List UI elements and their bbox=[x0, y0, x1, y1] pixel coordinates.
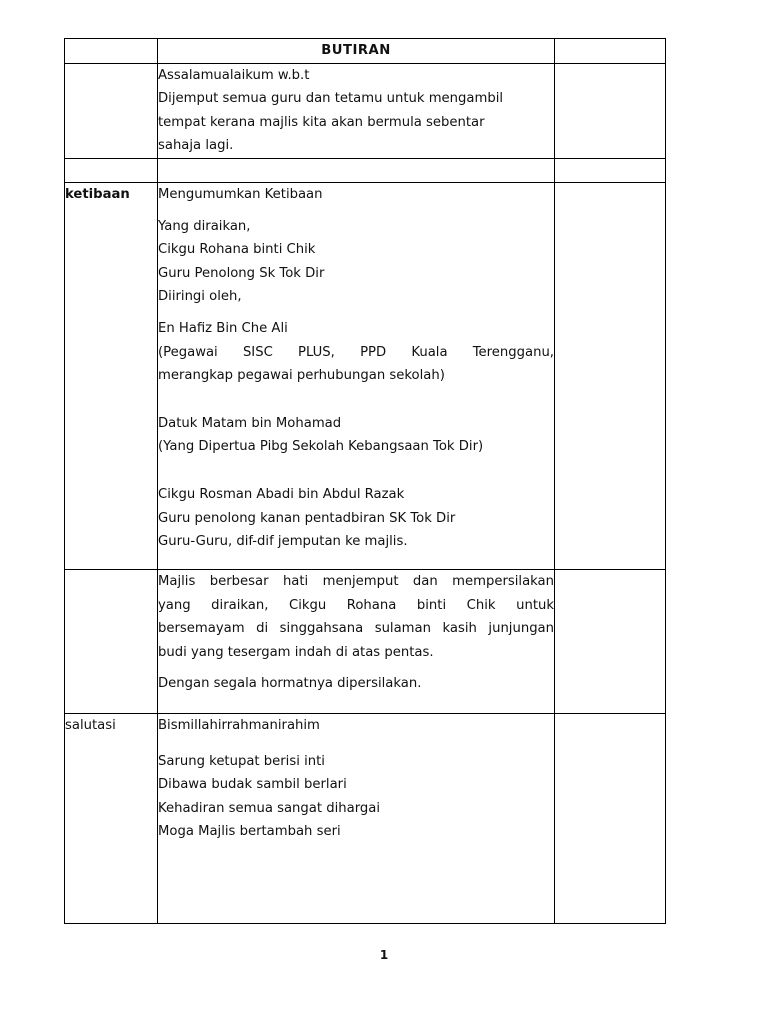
row-notes-empty bbox=[555, 63, 666, 158]
text-line: (Pegawai SISC PLUS, PPD Kuala Terengganu, bbox=[158, 344, 554, 360]
text-line: Dijemput semua guru dan tetamu untuk mengambil bbox=[158, 91, 504, 107]
row-details bbox=[158, 182, 555, 569]
spacer-cell bbox=[158, 158, 555, 182]
row-label-empty bbox=[65, 63, 158, 158]
table-row-ketibaan bbox=[65, 182, 666, 569]
text-line: yang diraikan, Cikgu Rohana binti Chik untuk bbox=[158, 597, 554, 613]
text-line: Kehadiran semua sangat dihargai bbox=[158, 800, 380, 816]
header-cell-empty-left bbox=[65, 39, 158, 64]
row-details bbox=[158, 569, 555, 713]
text-line: Guru penolong kanan pentadbiran SK Tok Dir bbox=[158, 510, 456, 526]
header-cell-empty-right bbox=[555, 39, 666, 64]
table-row bbox=[65, 63, 666, 158]
table-row-spacer bbox=[65, 158, 666, 182]
text-line: Sarung ketupat berisi inti bbox=[158, 753, 325, 769]
text-line: Guru-Guru, dif-dif jemputan ke majlis. bbox=[158, 534, 408, 550]
row-notes-empty bbox=[555, 713, 666, 923]
header-butiran: BUTIRAN bbox=[158, 39, 555, 64]
row-label-ketibaan: ketibaan bbox=[65, 182, 158, 569]
text-line: Bismillahirrahmanirahim bbox=[158, 717, 320, 733]
text-line: Assalamualaikum w.b.t bbox=[158, 67, 310, 83]
text-line: Datuk Matam bin Mohamad bbox=[158, 415, 342, 431]
text-line: Cikgu Rosman Abadi bin Abdul Razak bbox=[158, 486, 405, 502]
spacer-cell bbox=[555, 158, 666, 182]
spacer-cell bbox=[65, 158, 158, 182]
text-line: Dengan segala hormatnya dipersilakan. bbox=[158, 676, 422, 692]
row-label-empty bbox=[65, 569, 158, 713]
row-notes-empty bbox=[555, 569, 666, 713]
text-line: sahaja lagi. bbox=[158, 138, 234, 154]
text-line: budi yang tesergam indah di atas pentas. bbox=[158, 644, 434, 660]
text-line: Majlis berbesar hati menjemput dan mempersilakan bbox=[158, 573, 554, 589]
text-line: Cikgu Rohana binti Chik bbox=[158, 242, 316, 258]
text-line: merangkap pegawai perhubungan sekolah) bbox=[158, 368, 445, 384]
text-line: Moga Majlis bertambah seri bbox=[158, 824, 341, 840]
row-notes-empty bbox=[555, 182, 666, 569]
text-line: Guru Penolong Sk Tok Dir bbox=[158, 265, 325, 281]
row-details bbox=[158, 713, 555, 923]
text-line: Yang diraikan, bbox=[158, 218, 251, 234]
text-line: (Yang Dipertua Pibg Sekolah Kebangsaan Tok Dir) bbox=[158, 439, 484, 455]
table-row bbox=[65, 569, 666, 713]
page-number: 1 bbox=[379, 948, 389, 962]
text-line: Mengumumkan Ketibaan bbox=[158, 186, 323, 202]
text-line: Diiringi oleh, bbox=[158, 289, 242, 305]
row-label-salutasi: salutasi bbox=[65, 713, 158, 923]
agenda-table bbox=[64, 38, 666, 924]
table-header-row bbox=[65, 39, 666, 64]
text-line: En Hafiz Bin Che Ali bbox=[158, 320, 288, 336]
text-line: Dibawa budak sambil berlari bbox=[158, 777, 347, 793]
text-line: bersemayam di singgahsana sulaman kasih junjungan bbox=[158, 621, 554, 637]
table-row-salutasi bbox=[65, 713, 666, 923]
text-line: tempat kerana majlis kita akan bermula sebentar bbox=[158, 114, 485, 130]
row-details bbox=[158, 63, 555, 158]
